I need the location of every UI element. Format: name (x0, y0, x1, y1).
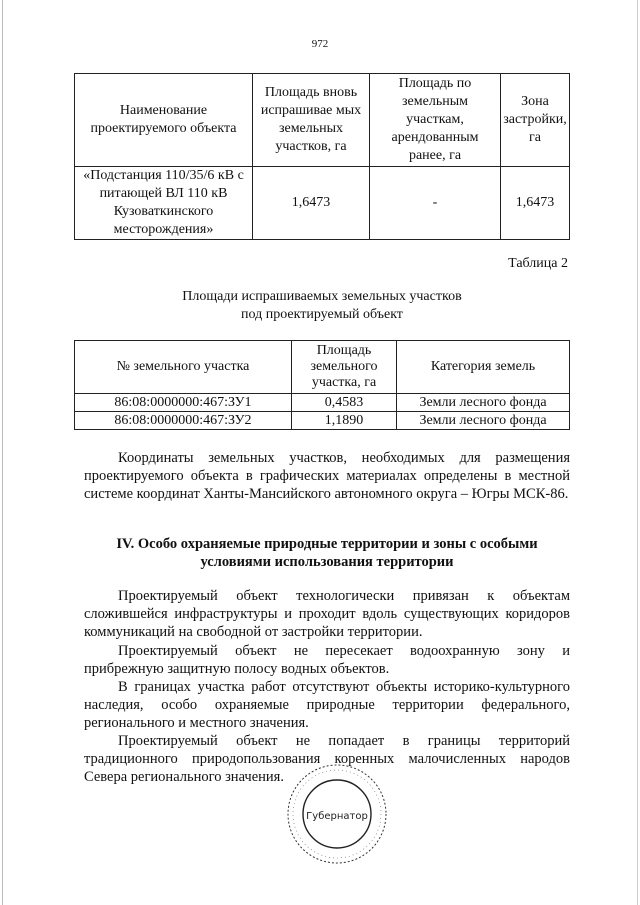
header-object-name: Наименование проектируемого объекта (75, 74, 253, 167)
table-caption-line: Площади испрашиваемых земельных участков (182, 289, 462, 304)
paragraph: Проектируемый объект не пересекает водоохранную зону и прибрежную защитную полосу водных объектов. (84, 643, 570, 677)
table-label: Таблица 2 (508, 256, 568, 271)
section-heading (84, 535, 570, 571)
header-new-area: Площадь вновь испрашивае мых земельных участков, га (253, 74, 370, 167)
cell-land-category: Земли лесного фонда (397, 412, 570, 430)
table-row (75, 412, 570, 430)
table-caption-line: под проектируемый объект (241, 307, 403, 322)
cell-building-zone: 1,6473 (501, 167, 570, 240)
cell-plot-number: 86:08:0000000:467:ЗУ1 (75, 394, 292, 412)
header-leased-area: Площадь по земельным участкам, арендованным ранее, га (370, 74, 501, 167)
table-row (75, 394, 570, 412)
cell-new-area: 1,6473 (253, 167, 370, 240)
governor-stamp (286, 760, 388, 868)
paragraph: Проектируемый объект не попадает в границы территорий традиционного природопользования коренных малочисленных народов Севера регионального значения. (84, 733, 570, 785)
section-heading-line: IV. Особо охраняемые природные территории и зоны с особыми (116, 536, 538, 552)
land-plots-table (74, 340, 570, 430)
page-number: 972 (311, 38, 329, 50)
header-plot-number: № земельного участка (75, 341, 292, 394)
scan-edge-right (637, 0, 638, 905)
header-plot-area: Площадь земельного участка, га (292, 341, 397, 394)
table-caption (74, 288, 570, 324)
table-header-row (75, 341, 570, 394)
table-header-row (75, 74, 570, 167)
stamp-text: Губернатор (306, 811, 368, 822)
section-heading-line: условиями использования территории (200, 554, 454, 570)
paragraph: Проектируемый объект технологически привязан к объектам сложившейся инфраструктуры и проходит вдоль существующих коридоров коммуникаций на свободной от застройки территории. (84, 588, 570, 640)
cell-land-category: Земли лесного фонда (397, 394, 570, 412)
objects-area-table (74, 73, 570, 240)
cell-object-name: «Подстанция 110/35/6 кВ с питающей ВЛ 110 кВ Кузоваткинского месторождения» (75, 167, 253, 240)
cell-leased-area: - (370, 167, 501, 240)
scan-edge-left (2, 0, 3, 905)
table-row (75, 167, 570, 240)
coordinates-paragraph: Координаты земельных участков, необходимых для размещения проектируемого объекта в графических материалах определены в местной системе координат Ханты-Мансийского автономного округа – Югры МСК-86. (84, 450, 570, 502)
cell-plot-area: 1,1890 (292, 412, 397, 430)
header-land-category: Категория земель (397, 341, 570, 394)
cell-plot-number: 86:08:0000000:467:ЗУ2 (75, 412, 292, 430)
cell-plot-area: 0,4583 (292, 394, 397, 412)
paragraph: В границах участка работ отсутствуют объекты историко-культурного наследия, особо охраняемые природные территории федерального, регионального и местного значения. (84, 679, 570, 731)
header-building-zone: Зона застройки, га (501, 74, 570, 167)
